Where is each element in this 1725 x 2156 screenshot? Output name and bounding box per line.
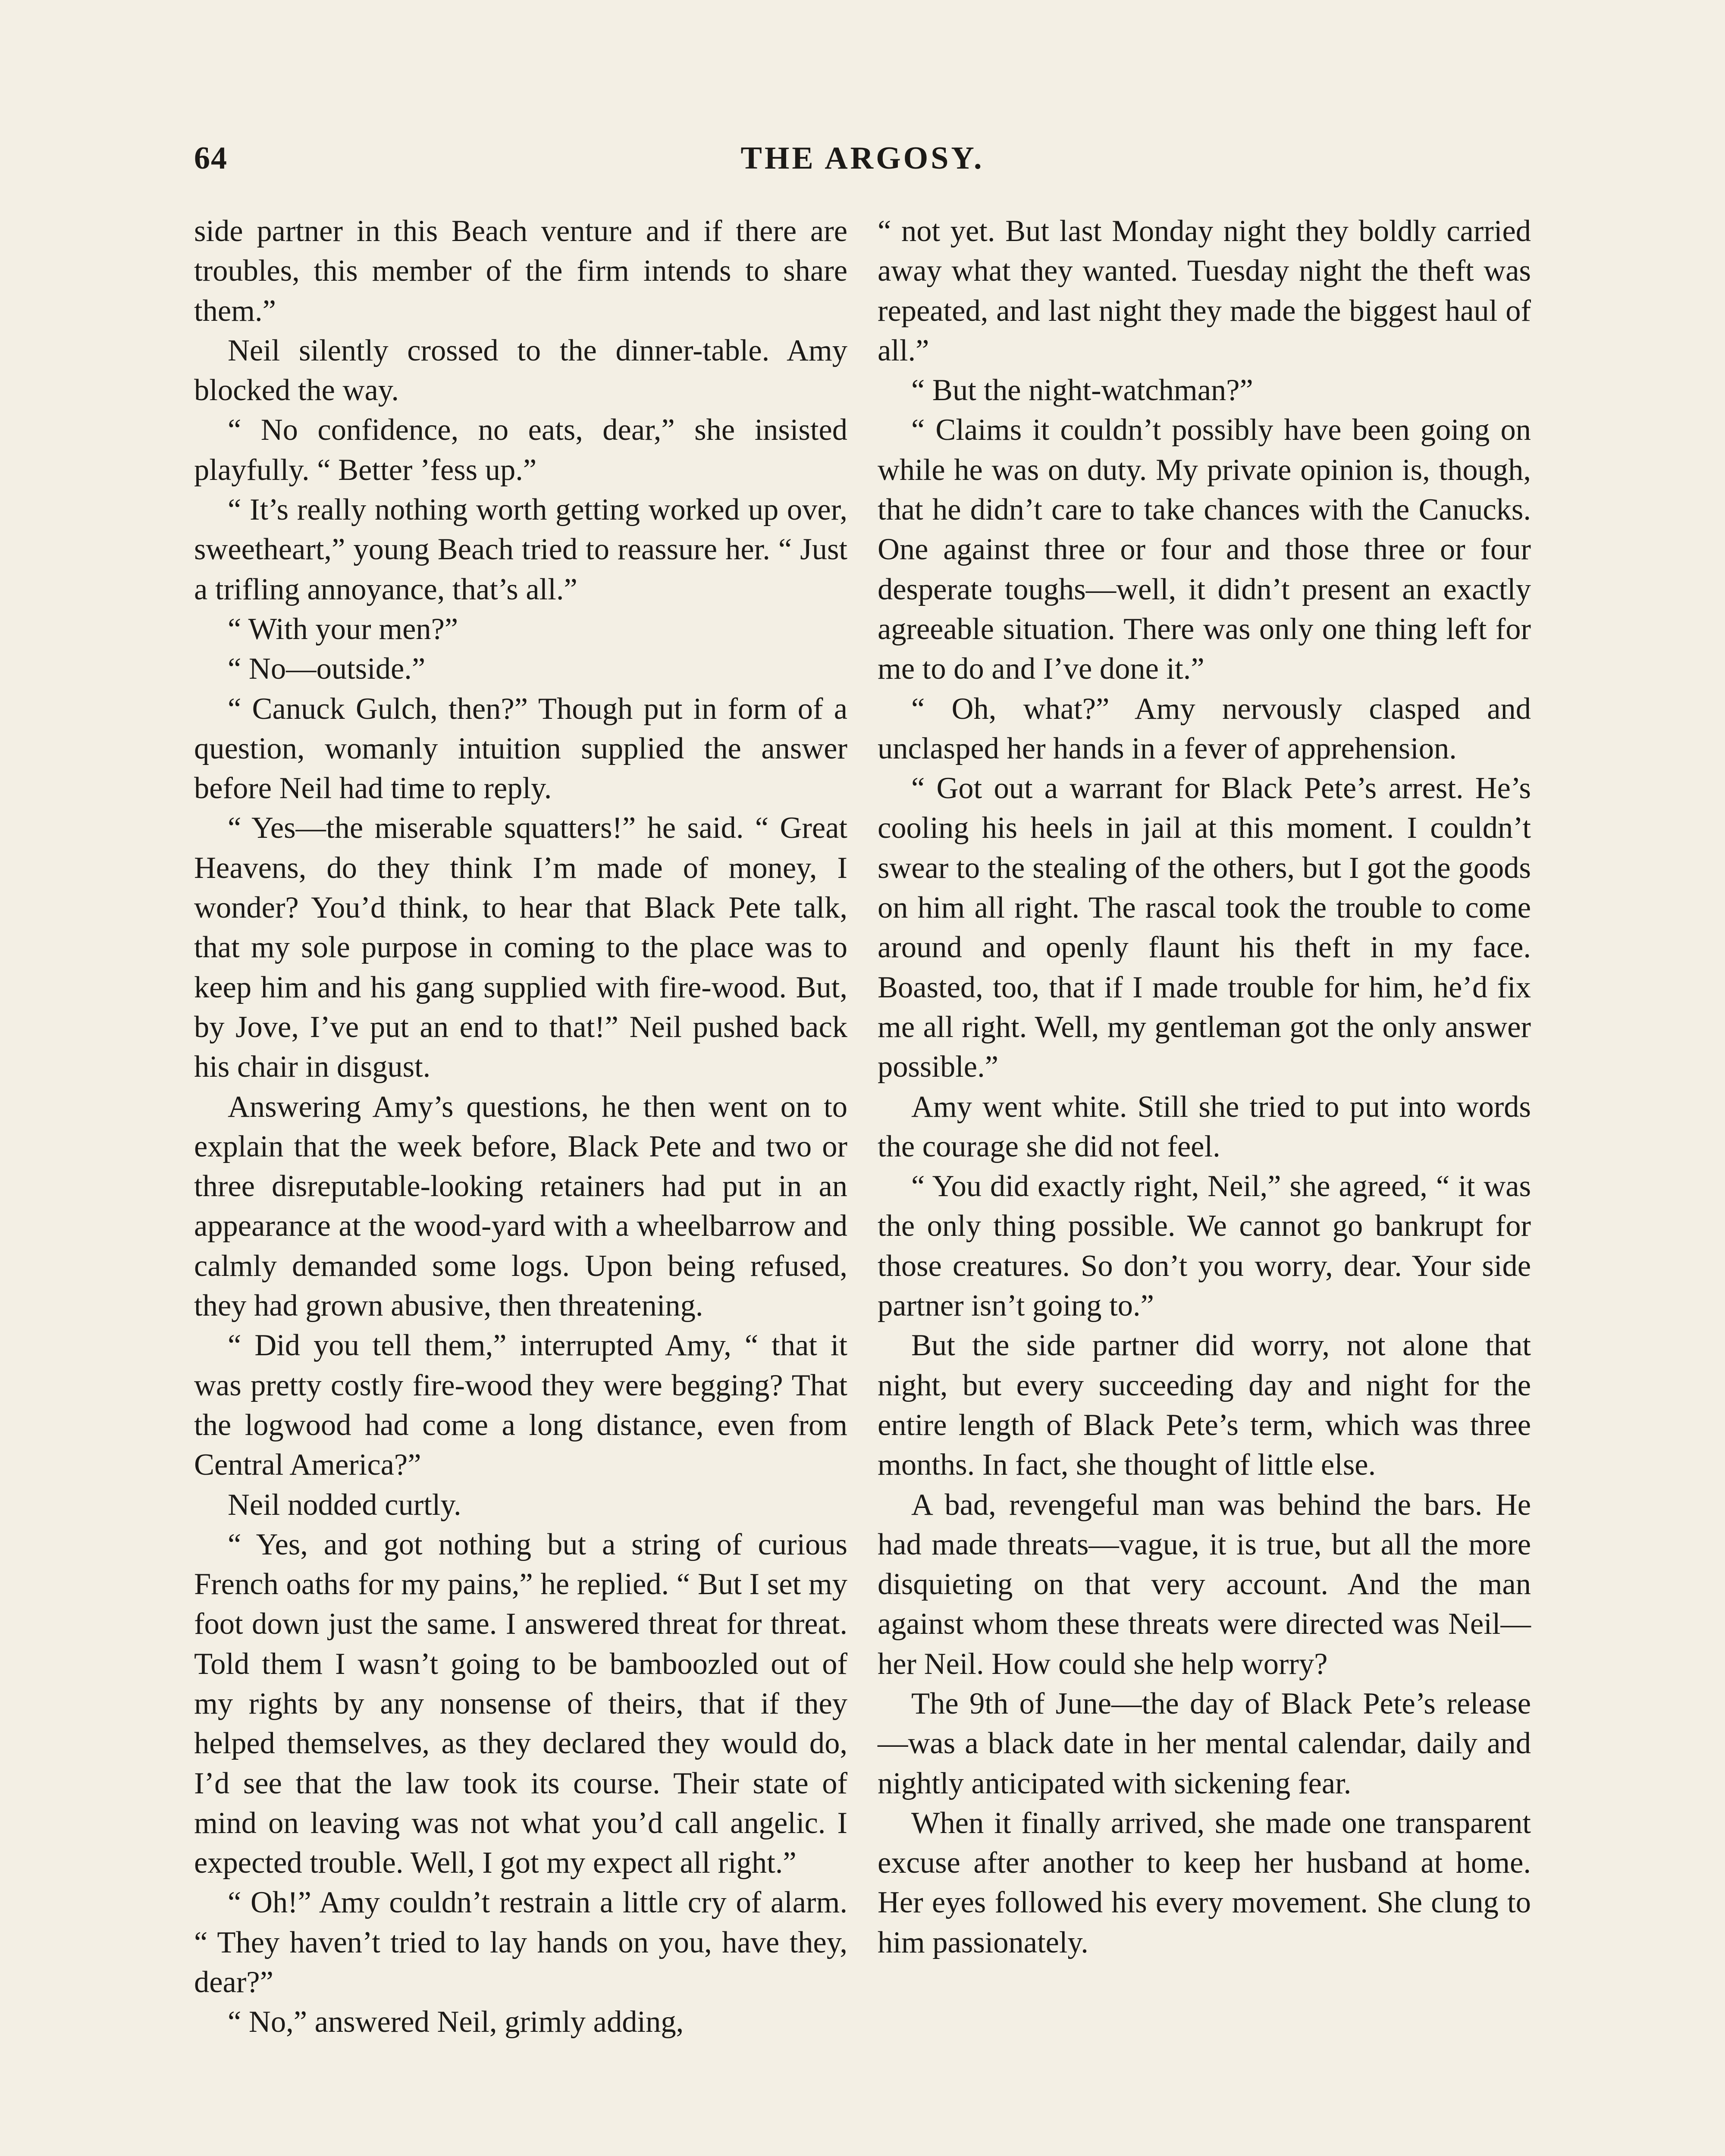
paragraph: “ No—outside.” xyxy=(228,652,426,686)
paragraph: “ Yes—the miserable squatters!” he said. “ Great Heavens, do they think I’m made of money, I wonder? You’d think, to hear that Black Pete talk, that my sole purpose in coming to the place was to keep him and his gang supplied with fire-wood. But, by Jove, I’ve put an end to that!” Neil pushed back his chair in disgust. xyxy=(194,811,847,1084)
right-column xyxy=(878,211,1531,1962)
paragraph: “ With your men?” xyxy=(228,612,458,646)
paragraph: “ not yet. But last Monday night they boldly carried away what they wanted. Tuesday night the theft was repeated, and last night they made the biggest haul of all.” xyxy=(878,214,1531,367)
paragraph: “ You did exactly right, Neil,” she agreed, “ it was the only thing possible. We cannot go bankrupt for those creatures. So don’t you worry, dear. Your side partner isn’t going to.” xyxy=(878,1169,1531,1323)
paragraph: “ Did you tell them,” interrupted Amy, “ that it was pretty costly fire-wood they were begging? That the logwood had come a long distance, even from Central America?” xyxy=(194,1329,847,1482)
paragraph: “ Yes, and got nothing but a string of curious French oaths for my pains,” he replied. “ But I set my foot down just the same. I answered threat for threat. Told them I wasn’t going to be bamboozled out of my rights by any nonsense of theirs, that if they helped themselves, as they declared they would do, I’d see that the law took its course. Their state of mind on leaving was not what you’d call angelic. I expected trouble. Well, I got my expect all right.” xyxy=(194,1527,847,1880)
running-title: THE ARGOSY. xyxy=(740,141,985,176)
page-number: 64 xyxy=(194,141,228,176)
paragraph: “ But the night-watchman?” xyxy=(911,373,1253,407)
paragraph: “ Canuck Gulch, then?” Though put in form of a question, womanly intuition supplied the answer before Neil had time to reply. xyxy=(194,692,847,805)
paragraph: Answering Amy’s questions, he then went on to explain that the week before, Black Pete and two or three disreputable-looking retainers had put in an appearance at the wood-yard with a wheelbarrow and calmly demanded some logs. Upon being refused, they had grown abusive, then threatening. xyxy=(194,1090,847,1323)
paragraph: “ It’s really nothing worth getting worked up over, sweetheart,” young Beach tried to reassure her. “ Just a trifling annoyance, that’s all.” xyxy=(194,493,847,606)
paragraph: “ Oh, what?” Amy nervously clasped and unclasped her hands in a fever of apprehension. xyxy=(878,692,1531,765)
paragraph: But the side partner did worry, not alone that night, but every succeeding day and night for the entire length of Black Pete’s term, which was three months. In fact, she thought of little else. xyxy=(878,1329,1531,1482)
paragraph: “ No confidence, no eats, dear,” she insisted playfully. “ Better ’fess up.” xyxy=(194,413,847,487)
paragraph: “ Got out a warrant for Black Pete’s arrest. He’s cooling his heels in jail at this moment. I couldn’t swear to the stealing of the others, but I got the goods on him all right. The rascal took the trouble to come around and openly flaunt his theft in my face. Boasted, too, that if I made trouble for him, he’d fix me all right. Well, my gentleman got the only answer possible.” xyxy=(878,771,1531,1084)
page-header xyxy=(194,140,1531,188)
paragraph: Neil nodded curtly. xyxy=(228,1488,461,1522)
paragraph: When it finally arrived, she made one transparent excuse after another to keep her husband at home. Her eyes followed his every movement. She clung to him passionately. xyxy=(878,1806,1531,1959)
paragraph: “ No,” answered Neil, grimly adding, xyxy=(228,2005,684,2039)
paragraph: side partner in this Beach venture and if there are troubles, this member of the firm intends to share them.” xyxy=(194,214,847,328)
paragraph: The 9th of June—the day of Black Pete’s release—was a black date in her mental calendar, daily and nightly anticipated with sickening fear. xyxy=(878,1686,1531,1800)
paragraph: Neil silently crossed to the dinner-table. Amy blocked the way. xyxy=(194,333,847,407)
paragraph: “ Claims it couldn’t possibly have been going on while he was on duty. My private opinion is, though, that he didn’t care to take chances with the Canucks. One against three or four and those three or four desperate toughs—well, it didn’t present an exactly agreeable situation. There was only one thing left for me to do and I’ve done it.” xyxy=(878,413,1531,686)
paragraph: “ Oh!” Amy couldn’t restrain a little cry of alarm. “ They haven’t tried to lay hands on you, have they, dear?” xyxy=(194,1886,847,1999)
paragraph: A bad, revengeful man was behind the bars. He had made threats—vague, it is true, but all the more disquieting on that very account. And the man against whom these threats were directed was Neil—her Neil. How could she help worry? xyxy=(878,1488,1531,1681)
left-column xyxy=(194,211,847,2042)
paragraph: Amy went white. Still she tried to put into words the courage she did not feel. xyxy=(878,1090,1531,1163)
